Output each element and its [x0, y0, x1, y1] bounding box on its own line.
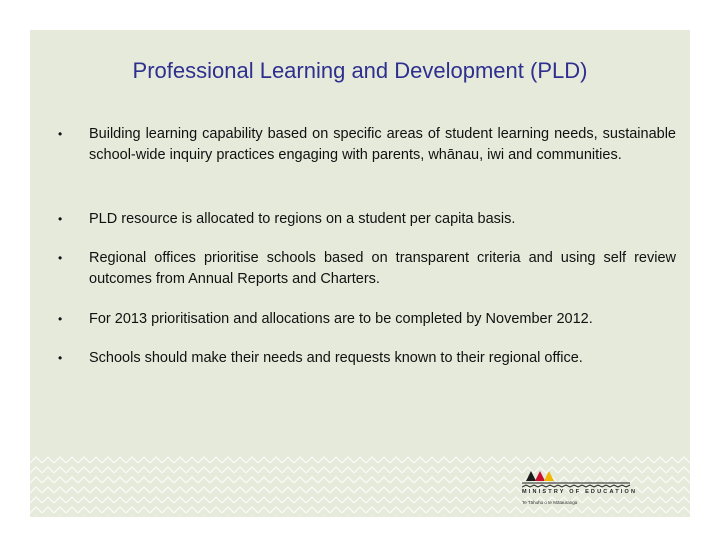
bullet-item [52, 209, 676, 230]
bullet-item [52, 248, 676, 290]
logo-triangles-icon [522, 463, 642, 489]
bullet-marker: • [58, 127, 63, 141]
bullet-text: Regional offices prioritise schools based on transparent criteria and using self review outcomes from Annual Reports and Charters. [89, 250, 676, 287]
bullet-item [52, 348, 676, 369]
bullet-marker: • [58, 212, 63, 226]
bullet-marker: • [58, 251, 63, 265]
bullet-marker: • [58, 312, 63, 326]
slide-title: Professional Learning and Development (PLD) [132, 58, 588, 83]
bullet-text: Building learning capability based on specific areas of student learning needs, sustainable school-wide inquiry practices engaging with parents, whānau, iwi and communities. [89, 126, 676, 163]
logo-name: MINISTRY OF EDUCATION [522, 489, 638, 495]
logo-tagline: Te Tāhuhu o te Mātauranga [522, 500, 578, 505]
bullet-text: For 2013 prioritisation and allocations are to be completed by November 2012. [89, 311, 593, 327]
bullet-marker: • [58, 351, 63, 365]
bullet-text: PLD resource is allocated to regions on a student per capita basis. [89, 211, 516, 227]
slide [30, 30, 690, 517]
ministry-logo [522, 463, 642, 511]
bullet-text: Schools should make their needs and requests known to their regional office. [89, 350, 583, 366]
bullet-item [52, 124, 676, 166]
bullet-item [52, 309, 676, 330]
